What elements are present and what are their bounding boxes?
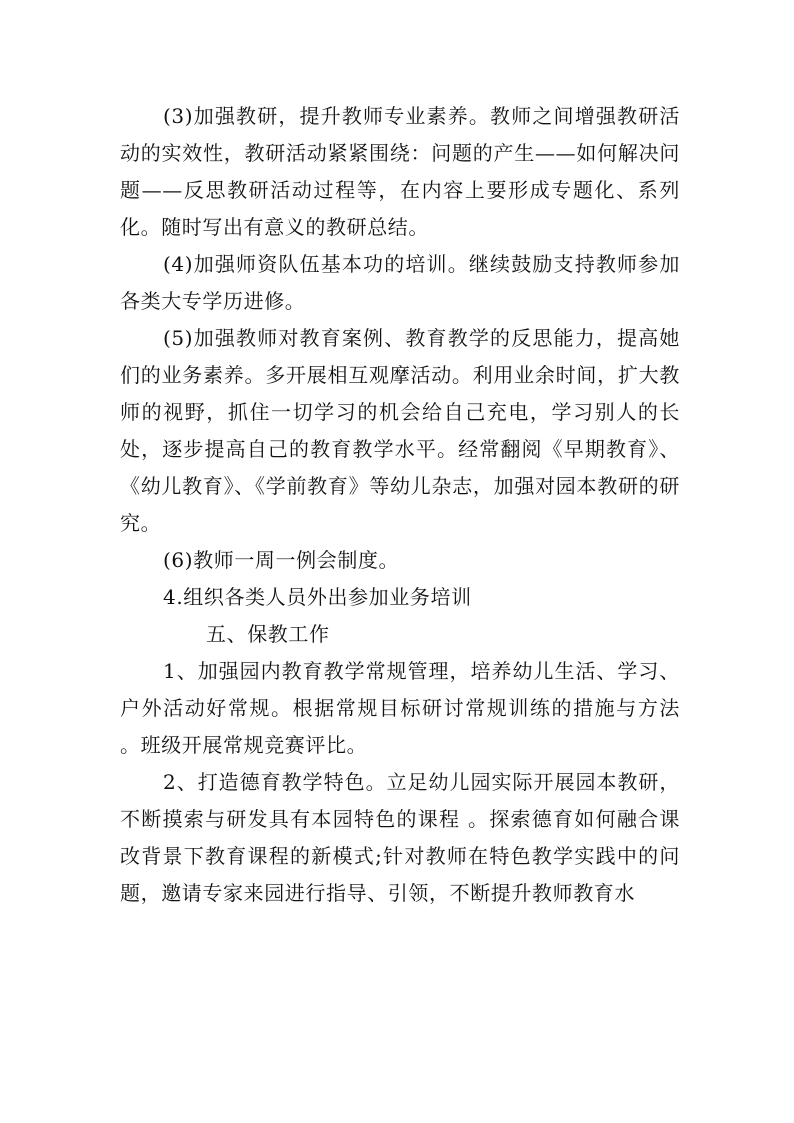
paragraph-external-training: 4.组织各类人员外出参加业务培训 — [163, 585, 472, 609]
paragraph-moral-education: 2、打造德育教学特色。立足幼儿园实际开展园本教研，不断摸索与研发具有本园特色的课程 。探索德育如何融合课改背景下教育课程的新模式;针对教师在特色教学实践中的问题，邀请专家来园进行指导、引领，不断提升教师教育水 — [120, 770, 680, 905]
paragraph-reflection-ability: (5)加强教师对教育案例、教育教学的反思能力，提高她们的业务素养。多开展相互观摩活动。利用业余时间，扩大教师的视野，抓住一切学习的机会给自己充电，学习别人的长处，逐步提高自己的教育教学水平。经常翻阅《早期教育》、《幼儿教育》、《学前教育》等幼儿杂志，加强对园本教研的研究。 — [120, 326, 680, 535]
paragraph-basic-skills-training: (4)加强师资队伍基本功的培训。继续鼓励支持教师参加各类大专学历进修。 — [120, 252, 680, 313]
document-body — [120, 98, 680, 912]
section-heading: 五、保教工作 — [206, 622, 330, 646]
paragraph-teaching-research: (3)加强教研，提升教师专业素养。教师之间增强教研活动的实效性，教研活动紧紧围绕：问题的产生——如何解决问题——反思教研活动过程等，在内容上要形成专题化、系列化。随时写出有意义的教研总结。 — [120, 104, 680, 239]
paragraph-routine-management: 1、加强园内教育教学常规管理，培养幼儿生活、学习、户外活动好常规。根据常规目标研讨常规训练的措施与方法 。班级开展常规竞赛评比。 — [120, 659, 680, 757]
paragraph-weekly-meeting: (6)教师一周一例会制度。 — [163, 548, 400, 572]
